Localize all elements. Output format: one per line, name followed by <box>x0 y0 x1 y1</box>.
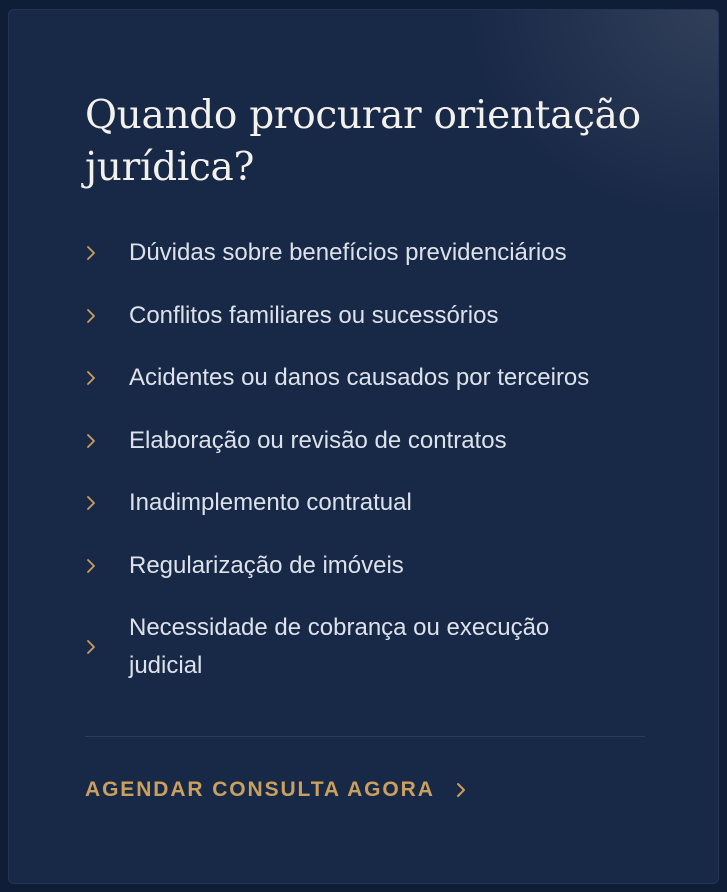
chevron-right-icon <box>455 781 467 799</box>
list-item-label: Acidentes ou danos causados por terceiros <box>129 364 590 391</box>
list-item <box>85 359 685 397</box>
chevron-right-icon <box>85 639 129 655</box>
chevron-right-icon <box>85 558 129 574</box>
schedule-consultation-link[interactable] <box>85 778 467 802</box>
topics-list <box>85 234 685 710</box>
chevron-right-icon <box>85 495 129 511</box>
list-item-label: Necessidade de cobrança ou execução judicial <box>129 614 550 679</box>
chevron-right-icon <box>85 308 129 324</box>
info-card <box>8 9 719 884</box>
list-item <box>85 484 685 522</box>
chevron-right-icon <box>85 370 129 386</box>
list-item <box>85 297 685 335</box>
list-item-label: Elaboração ou revisão de contratos <box>129 426 507 454</box>
list-item-label: Inadimplemento contratual <box>129 489 412 516</box>
card-title: Quando procurar orientação jurídica? <box>85 93 641 190</box>
list-item-label: Regularização de imóveis <box>129 551 404 579</box>
cta-label: AGENDAR CONSULTA AGORA <box>85 778 435 801</box>
list-item-label: Dúvidas sobre benefícios previdenciários <box>129 239 567 266</box>
divider <box>85 736 645 737</box>
list-item <box>85 609 685 685</box>
list-item-label: Conflitos familiares ou sucessórios <box>129 301 499 329</box>
list-item <box>85 547 685 585</box>
list-item <box>85 234 685 272</box>
chevron-right-icon <box>85 433 129 449</box>
chevron-right-icon <box>85 245 129 261</box>
list-item <box>85 422 685 460</box>
